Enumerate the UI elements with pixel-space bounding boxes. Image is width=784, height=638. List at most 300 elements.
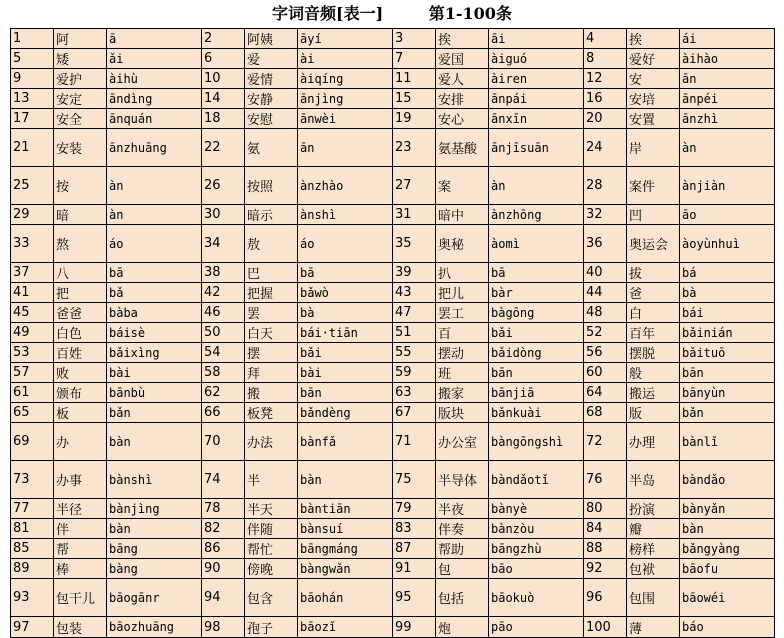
entry-pinyin: bǎixìng <box>107 343 202 363</box>
entry-pinyin: bǎwò <box>298 283 393 303</box>
entry-number: 92 <box>584 559 627 579</box>
entry-pinyin: bànlǐ <box>680 423 775 461</box>
entry-word: 办理 <box>627 423 680 461</box>
entry-number: 74 <box>202 461 245 499</box>
entry-word: 罢 <box>245 303 298 323</box>
entry-word: 摆动 <box>436 343 489 363</box>
entry-word: 版 <box>627 403 680 423</box>
entry-pinyin: bàba <box>107 303 202 323</box>
entry-pinyin: ān <box>680 69 775 89</box>
entry-word: 爱人 <box>436 69 489 89</box>
entry-word: 扒 <box>436 263 489 283</box>
entry-word: 安慰 <box>245 109 298 129</box>
entry-pinyin: bǎi <box>298 343 393 363</box>
entry-number: 96 <box>584 579 627 617</box>
entry-word: 半夜 <box>436 499 489 519</box>
table-row <box>11 539 775 559</box>
vocabulary-table <box>10 28 775 638</box>
entry-word: 案件 <box>627 167 680 205</box>
entry-pinyin: àiguó <box>489 49 584 69</box>
entry-word: 安排 <box>436 89 489 109</box>
entry-word: 把握 <box>245 283 298 303</box>
table-row <box>11 29 775 49</box>
entry-word: 搬运 <box>627 383 680 403</box>
entry-number: 75 <box>393 461 436 499</box>
entry-word: 暗示 <box>245 205 298 225</box>
entry-number: 26 <box>202 167 245 205</box>
entry-pinyin: bāowéi <box>680 579 775 617</box>
entry-word: 白天 <box>245 323 298 343</box>
entry-pinyin: ànjiàn <box>680 167 775 205</box>
entry-pinyin: bǎituō <box>680 343 775 363</box>
entry-word: 爱好 <box>627 49 680 69</box>
entry-word: 敖 <box>245 225 298 263</box>
entry-pinyin: ái <box>680 29 775 49</box>
entry-word: 帮忙 <box>245 539 298 559</box>
entry-number: 44 <box>584 283 627 303</box>
entry-pinyin: bāozhuāng <box>107 617 202 638</box>
entry-word: 熬 <box>54 225 107 263</box>
entry-number: 34 <box>202 225 245 263</box>
entry-number: 61 <box>11 383 54 403</box>
entry-word: 安全 <box>54 109 107 129</box>
entry-number: 7 <box>393 49 436 69</box>
entry-pinyin: áo <box>107 225 202 263</box>
entry-pinyin: àiren <box>489 69 584 89</box>
entry-number: 53 <box>11 343 54 363</box>
table-row <box>11 617 775 638</box>
entry-number: 81 <box>11 519 54 539</box>
entry-number: 23 <box>393 129 436 167</box>
entry-word: 氨基酸 <box>436 129 489 167</box>
entry-word: 爱情 <box>245 69 298 89</box>
entry-pinyin: bàr <box>489 283 584 303</box>
entry-word: 板凳 <box>245 403 298 423</box>
entry-pinyin: bā <box>489 263 584 283</box>
entry-pinyin: bāofu <box>680 559 775 579</box>
entry-pinyin: bàn <box>298 461 393 499</box>
entry-pinyin: àihào <box>680 49 775 69</box>
entry-number: 24 <box>584 129 627 167</box>
entry-number: 13 <box>11 89 54 109</box>
entry-number: 18 <box>202 109 245 129</box>
entry-pinyin: bāo <box>489 559 584 579</box>
entry-pinyin: àomì <box>489 225 584 263</box>
entry-pinyin: bāozǐ <box>298 617 393 638</box>
table-row <box>11 225 775 263</box>
entry-word: 办 <box>54 423 107 461</box>
entry-number: 39 <box>393 263 436 283</box>
entry-word: 薄 <box>627 617 680 638</box>
entry-word: 半径 <box>54 499 107 519</box>
entry-word: 半岛 <box>627 461 680 499</box>
entry-word: 包括 <box>436 579 489 617</box>
entry-word: 挨 <box>436 29 489 49</box>
entry-word: 八 <box>54 263 107 283</box>
entry-number: 65 <box>11 403 54 423</box>
entry-number: 73 <box>11 461 54 499</box>
document-title <box>0 0 784 28</box>
entry-number: 97 <box>11 617 54 638</box>
entry-word: 孢子 <box>245 617 298 638</box>
entry-number: 94 <box>202 579 245 617</box>
entry-pinyin: bǎ <box>107 283 202 303</box>
entry-word: 爱国 <box>436 49 489 69</box>
entry-number: 32 <box>584 205 627 225</box>
entry-number: 83 <box>393 519 436 539</box>
entry-number: 9 <box>11 69 54 89</box>
entry-number: 58 <box>202 363 245 383</box>
entry-number: 87 <box>393 539 436 559</box>
entry-number: 82 <box>202 519 245 539</box>
entry-number: 11 <box>393 69 436 89</box>
entry-pinyin: ànzhào <box>298 167 393 205</box>
entry-word: 摆 <box>245 343 298 363</box>
entry-number: 98 <box>202 617 245 638</box>
entry-number: 79 <box>393 499 436 519</box>
entry-pinyin: bàn <box>680 519 775 539</box>
entry-number: 28 <box>584 167 627 205</box>
table-row <box>11 423 775 461</box>
entry-number: 5 <box>11 49 54 69</box>
entry-word: 半天 <box>245 499 298 519</box>
entry-pinyin: ā <box>107 29 202 49</box>
entry-word: 包 <box>436 559 489 579</box>
entry-number: 1 <box>11 29 54 49</box>
entry-word: 安培 <box>627 89 680 109</box>
entry-word: 把 <box>54 283 107 303</box>
entry-pinyin: bàntiān <box>298 499 393 519</box>
table-row <box>11 69 775 89</box>
entry-pinyin: bái·tiān <box>298 323 393 343</box>
entry-number: 91 <box>393 559 436 579</box>
entry-word: 爸 <box>627 283 680 303</box>
entry-word: 帮助 <box>436 539 489 559</box>
entry-number: 78 <box>202 499 245 519</box>
entry-word: 扮演 <box>627 499 680 519</box>
entry-pinyin: bàngwǎn <box>298 559 393 579</box>
entry-number: 56 <box>584 343 627 363</box>
entry-word: 办公室 <box>436 423 489 461</box>
entry-pinyin: ànshì <box>298 205 393 225</box>
entry-word: 摆脱 <box>627 343 680 363</box>
entry-pinyin: bái <box>680 303 775 323</box>
entry-word: 岸 <box>627 129 680 167</box>
table-row <box>11 283 775 303</box>
table-row <box>11 403 775 423</box>
entry-word: 阿 <box>54 29 107 49</box>
entry-number: 25 <box>11 167 54 205</box>
table-row <box>11 363 775 383</box>
table-row <box>11 499 775 519</box>
entry-number: 29 <box>11 205 54 225</box>
table-body <box>11 29 775 638</box>
entry-word: 包干儿 <box>54 579 107 617</box>
entry-pinyin: bǎnkuài <box>489 403 584 423</box>
entry-word: 阿姨 <box>245 29 298 49</box>
entry-number: 85 <box>11 539 54 559</box>
entry-pinyin: báo <box>680 617 775 638</box>
entry-pinyin: bà <box>298 303 393 323</box>
entry-word: 奥秘 <box>436 225 489 263</box>
entry-word: 拜 <box>245 363 298 383</box>
entry-word: 包含 <box>245 579 298 617</box>
entry-pinyin: bàndǎo <box>680 461 775 499</box>
entry-number: 93 <box>11 579 54 617</box>
entry-number: 77 <box>11 499 54 519</box>
entry-pinyin: bāngmáng <box>298 539 393 559</box>
entry-number: 17 <box>11 109 54 129</box>
entry-pinyin: áo <box>298 225 393 263</box>
entry-pinyin: bànfǎ <box>298 423 393 461</box>
table-row <box>11 461 775 499</box>
entry-pinyin: bāohán <box>298 579 393 617</box>
entry-number: 45 <box>11 303 54 323</box>
entry-word: 安心 <box>436 109 489 129</box>
entry-word: 爸爸 <box>54 303 107 323</box>
entry-pinyin: ānzhuāng <box>107 129 202 167</box>
entry-number: 46 <box>202 303 245 323</box>
entry-pinyin: bàn <box>107 423 202 461</box>
entry-number: 60 <box>584 363 627 383</box>
entry-word: 搬 <box>245 383 298 403</box>
entry-word: 把儿 <box>436 283 489 303</box>
entry-word: 奥运会 <box>627 225 680 263</box>
entry-number: 4 <box>584 29 627 49</box>
table-row <box>11 167 775 205</box>
entry-pinyin: bǎndèng <box>298 403 393 423</box>
entry-pinyin: bài <box>298 363 393 383</box>
entry-word: 帮 <box>54 539 107 559</box>
table-title: 字词音频[表一] <box>272 4 384 23</box>
entry-number: 84 <box>584 519 627 539</box>
entry-pinyin: ānzhì <box>680 109 775 129</box>
entry-word: 傍晚 <box>245 559 298 579</box>
entry-pinyin: bān <box>680 363 775 383</box>
entry-pinyin: bā <box>298 263 393 283</box>
entry-pinyin: bànjìng <box>107 499 202 519</box>
entry-word: 伴奏 <box>436 519 489 539</box>
entry-word: 包围 <box>627 579 680 617</box>
entry-pinyin: àn <box>680 129 775 167</box>
entry-pinyin: ān <box>298 129 393 167</box>
table-row <box>11 49 775 69</box>
entry-word: 按照 <box>245 167 298 205</box>
entry-word: 暗 <box>54 205 107 225</box>
entry-pinyin: bǎn <box>107 403 202 423</box>
entry-pinyin: bàn <box>107 519 202 539</box>
entry-pinyin: bǎn <box>680 403 775 423</box>
entry-number: 48 <box>584 303 627 323</box>
entry-pinyin: bài <box>107 363 202 383</box>
entry-word: 搬家 <box>436 383 489 403</box>
entry-pinyin: bān <box>298 383 393 403</box>
table-row <box>11 559 775 579</box>
entry-word: 安装 <box>54 129 107 167</box>
entry-number: 54 <box>202 343 245 363</box>
entry-number: 30 <box>202 205 245 225</box>
entry-pinyin: bānyùn <box>680 383 775 403</box>
entry-number: 62 <box>202 383 245 403</box>
entry-pinyin: ānwèi <box>298 109 393 129</box>
entry-pinyin: bàngōngshì <box>489 423 584 461</box>
entry-pinyin: ānxīn <box>489 109 584 129</box>
entry-pinyin: bàndǎotǐ <box>489 461 584 499</box>
entry-number: 80 <box>584 499 627 519</box>
entry-number: 88 <box>584 539 627 559</box>
entry-pinyin: bànsuí <box>298 519 393 539</box>
entry-pinyin: ānjìng <box>298 89 393 109</box>
entry-word: 伴 <box>54 519 107 539</box>
entry-number: 15 <box>393 89 436 109</box>
entry-word: 安定 <box>54 89 107 109</box>
entry-pinyin: bāngzhù <box>489 539 584 559</box>
entry-pinyin: bàgōng <box>489 303 584 323</box>
entry-pinyin: bǎngyàng <box>680 539 775 559</box>
entry-pinyin: bànyè <box>489 499 584 519</box>
entry-number: 99 <box>393 617 436 638</box>
entry-word: 百 <box>436 323 489 343</box>
entry-pinyin: bànzòu <box>489 519 584 539</box>
entry-word: 安静 <box>245 89 298 109</box>
entry-number: 67 <box>393 403 436 423</box>
entry-number: 49 <box>11 323 54 343</box>
entry-word: 百年 <box>627 323 680 343</box>
entry-number: 69 <box>11 423 54 461</box>
entry-word: 半 <box>245 461 298 499</box>
table-row <box>11 343 775 363</box>
entry-word: 板 <box>54 403 107 423</box>
entry-number: 59 <box>393 363 436 383</box>
table-row <box>11 383 775 403</box>
entry-word: 罢工 <box>436 303 489 323</box>
entry-word: 挨 <box>627 29 680 49</box>
entry-number: 3 <box>393 29 436 49</box>
table-row <box>11 323 775 343</box>
entry-word: 办事 <box>54 461 107 499</box>
entry-number: 64 <box>584 383 627 403</box>
entry-number: 37 <box>11 263 54 283</box>
entry-number: 90 <box>202 559 245 579</box>
entry-pinyin: báisè <box>107 323 202 343</box>
entry-word: 办法 <box>245 423 298 461</box>
entry-word: 瓣 <box>627 519 680 539</box>
entry-word: 包装 <box>54 617 107 638</box>
entry-pinyin: bānbù <box>107 383 202 403</box>
entry-pinyin: bàng <box>107 559 202 579</box>
entry-number: 43 <box>393 283 436 303</box>
entry-word: 般 <box>627 363 680 383</box>
entry-pinyin: ài <box>298 49 393 69</box>
entry-number: 52 <box>584 323 627 343</box>
table-row <box>11 205 775 225</box>
entry-word: 拔 <box>627 263 680 283</box>
entry-word: 爱护 <box>54 69 107 89</box>
entry-number: 38 <box>202 263 245 283</box>
entry-pinyin: ānquán <box>107 109 202 129</box>
entry-word: 安置 <box>627 109 680 129</box>
entry-word: 暗中 <box>436 205 489 225</box>
table-row <box>11 579 775 617</box>
entry-word: 百姓 <box>54 343 107 363</box>
entry-word: 白 <box>627 303 680 323</box>
entry-word: 炮 <box>436 617 489 638</box>
entry-number: 36 <box>584 225 627 263</box>
entry-number: 76 <box>584 461 627 499</box>
entry-number: 55 <box>393 343 436 363</box>
entry-pinyin: àoyùnhuì <box>680 225 775 263</box>
entry-word: 半导体 <box>436 461 489 499</box>
entry-number: 68 <box>584 403 627 423</box>
entry-word: 矮 <box>54 49 107 69</box>
table-row <box>11 129 775 167</box>
entry-number: 71 <box>393 423 436 461</box>
entry-word: 案 <box>436 167 489 205</box>
entry-pinyin: bà <box>680 283 775 303</box>
entry-number: 12 <box>584 69 627 89</box>
entry-pinyin: àn <box>107 205 202 225</box>
entry-number: 66 <box>202 403 245 423</box>
entry-word: 颁布 <box>54 383 107 403</box>
entry-pinyin: bǎidòng <box>489 343 584 363</box>
table-row <box>11 519 775 539</box>
table-row <box>11 303 775 323</box>
entry-word: 败 <box>54 363 107 383</box>
entry-word: 白色 <box>54 323 107 343</box>
entry-pinyin: àihù <box>107 69 202 89</box>
entry-pinyin: ānpái <box>489 89 584 109</box>
entry-number: 2 <box>202 29 245 49</box>
entry-word: 伴随 <box>245 519 298 539</box>
entry-number: 70 <box>202 423 245 461</box>
entry-pinyin: bānjiā <box>489 383 584 403</box>
entry-pinyin: āndìng <box>107 89 202 109</box>
entry-word: 安 <box>627 69 680 89</box>
entry-word: 凹 <box>627 205 680 225</box>
entry-word: 棒 <box>54 559 107 579</box>
entry-pinyin: àn <box>489 167 584 205</box>
entry-word: 爱 <box>245 49 298 69</box>
entry-pinyin: bān <box>489 363 584 383</box>
entry-number: 20 <box>584 109 627 129</box>
entry-pinyin: bànyǎn <box>680 499 775 519</box>
entry-pinyin: ànzhōng <box>489 205 584 225</box>
entry-number: 33 <box>11 225 54 263</box>
entry-number: 51 <box>393 323 436 343</box>
entry-number: 86 <box>202 539 245 559</box>
table-row <box>11 109 775 129</box>
entry-number: 50 <box>202 323 245 343</box>
entry-number: 8 <box>584 49 627 69</box>
entry-number: 57 <box>11 363 54 383</box>
entry-word: 按 <box>54 167 107 205</box>
entry-pinyin: àiqíng <box>298 69 393 89</box>
entry-number: 21 <box>11 129 54 167</box>
entry-pinyin: àn <box>107 167 202 205</box>
entry-number: 42 <box>202 283 245 303</box>
entry-pinyin: bǎinián <box>680 323 775 343</box>
entry-number: 27 <box>393 167 436 205</box>
entry-pinyin: āyí <box>298 29 393 49</box>
entry-pinyin: āo <box>680 205 775 225</box>
entry-word: 版块 <box>436 403 489 423</box>
entry-word: 包袱 <box>627 559 680 579</box>
entry-pinyin: āi <box>489 29 584 49</box>
entry-pinyin: bǎi <box>489 323 584 343</box>
item-range: 第1-100条 <box>428 4 512 23</box>
entry-pinyin: bāogānr <box>107 579 202 617</box>
entry-pinyin: bā <box>107 263 202 283</box>
